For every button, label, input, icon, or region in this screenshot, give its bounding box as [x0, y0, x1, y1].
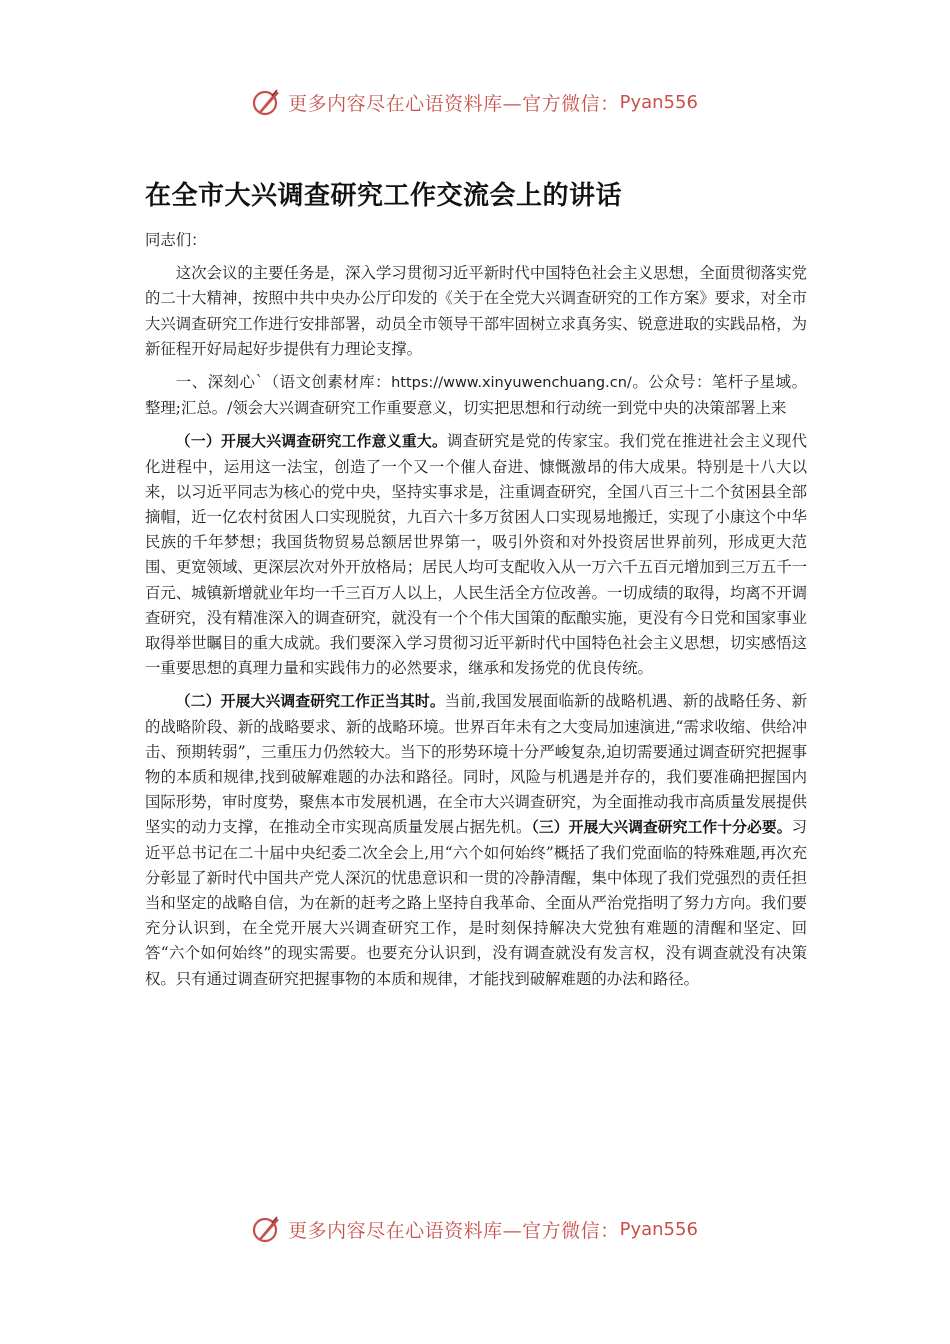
watermark-text: 更多内容尽在心语资料库—官方微信：	[288, 1219, 620, 1242]
point-1-body: 调查研究是党的传家宝。我们党在推进社会主义现代化进程中，运用这一法宝，创造了一个又一个催人奋进、慷慨激昂的伟大成果。特别是十八大以来，以习近平同志为核心的党中央，坚持实事求是，注重调查研究，全国八百三十二个贫困县全部摘帽，近一亿农村贫困人口实现脱贫，九百六十多万贫困人口实现易地搬迁，实现了小康这个中华民族的千年梦想；我国货物贸易总额居世界第一，吸引外资和对外投资居世界前列，形成更大范围、更宽领域、更深层次对外开放格局；居民人均可支配收入从一万六千五百元增加到三万五千一百元、城镇新增就业年均一千三百万人以上，人民生活全方位改善。一切成绩的取得，均离不开调查研究，没有精准深入的调查研究，就没有一个个伟大国策的酝酿实施，更没有今日党和国家事业取得举世瞩目的重大成就。我们要深入学习贯彻习近平新时代中国特色社会主义思想，切实感悟这一重要思想的真理力量和实践伟力的必然要求，继承和发扬党的优良传统。	[145, 432, 807, 678]
point-2-3-paragraph	[145, 689, 807, 991]
point-3-lead: （三）开展大兴调查研究工作十分必要。	[531, 819, 792, 837]
point-2-lead: （二）开展大兴调查研究工作正当其时。	[175, 693, 445, 711]
section-1-heading	[145, 370, 807, 421]
quill-logo-icon	[252, 87, 282, 117]
point-2-body: 当前,我国发展面临新的战略机遇、新的战略任务、新的战略阶段、新的战略要求、新的战略环境。世界百年未有之大变局加速演进,“需求收缩、供给冲击、预期转弱”，三重压力仍然较大。当下的形势环境十分严峻复杂,迫切需要通过调查研究把握事物的本质和规律,找到破解难题的办法和路径。同时，风险与机遇是并存的，我们要准确把握国内国际形势，审时度势，聚焦本市发展机遇，在全市大兴调查研究，为全面推动我市高质量发展提供坚实的动力支撑，在推动全市实现高质量发展占据先机。	[145, 692, 807, 837]
watermark-banner-top	[0, 82, 950, 122]
section-1-heading-pre: 一、深刻心`（语文创素材库：	[175, 373, 392, 392]
wechat-id: Pyan556	[619, 91, 698, 113]
wechat-id: Pyan556	[619, 1218, 698, 1240]
quill-logo-icon	[252, 1214, 282, 1244]
watermark-banner-bottom	[0, 1209, 950, 1249]
intro-paragraph: 这次会议的主要任务是，深入学习贯彻习近平新时代中国特色社会主义思想，全面贯彻落实党的二十大精神，按照中共中央办公厅印发的《关于在全党大兴调查研究的工作方案》要求，对全市大兴调查研究工作进行安排部署，动员全市领导干部牢固树立求真务实、锐意进取的实践品格，为新征程开好局起好步提供有力理论支撑。	[145, 264, 807, 358]
point-1-paragraph	[145, 429, 807, 681]
page-title: 在全市大兴调查研究工作交流会上的讲话	[145, 181, 623, 211]
point-1-lead: （一）开展大兴调查研究工作意义重大。	[175, 433, 448, 451]
document-body	[145, 228, 807, 992]
salutation: 同志们：	[145, 231, 207, 249]
watermark-text: 更多内容尽在心语资料库—官方微信：	[288, 92, 620, 115]
section-1-heading-post: 。公众号：笔杆子星域。整理;汇总。/领会大兴调查研究工作重要意义，切实把思想和行动统一到党中央的决策部署上来	[145, 373, 807, 418]
point-3-body: 习近平总书记在二十届中央纪委二次全会上,用“六个如何始终”概括了我们党面临的特殊难题,再次充分彰显了新时代中国共产党人深沉的忧患意识和一贯的冷静清醒，集中体现了我们党强烈的责任担当和坚定的战略自信，为在新的赶考之路上坚持自我革命、全面从严治党指明了努力方向。我们要充分认识到，在全党开展大兴调查研究工作，是时刻保持解决大党独有难题的清醒和坚定、回答“六个如何始终”的现实需要。也要充分认识到，没有调查就没有发言权，没有调查就没有决策权。只有通过调查研究把握事物的本质和规律，才能找到破解难题的办法和路径。	[145, 818, 807, 988]
source-url-link[interactable]: https://www.xinyuwenchuang.cn/	[391, 375, 632, 392]
